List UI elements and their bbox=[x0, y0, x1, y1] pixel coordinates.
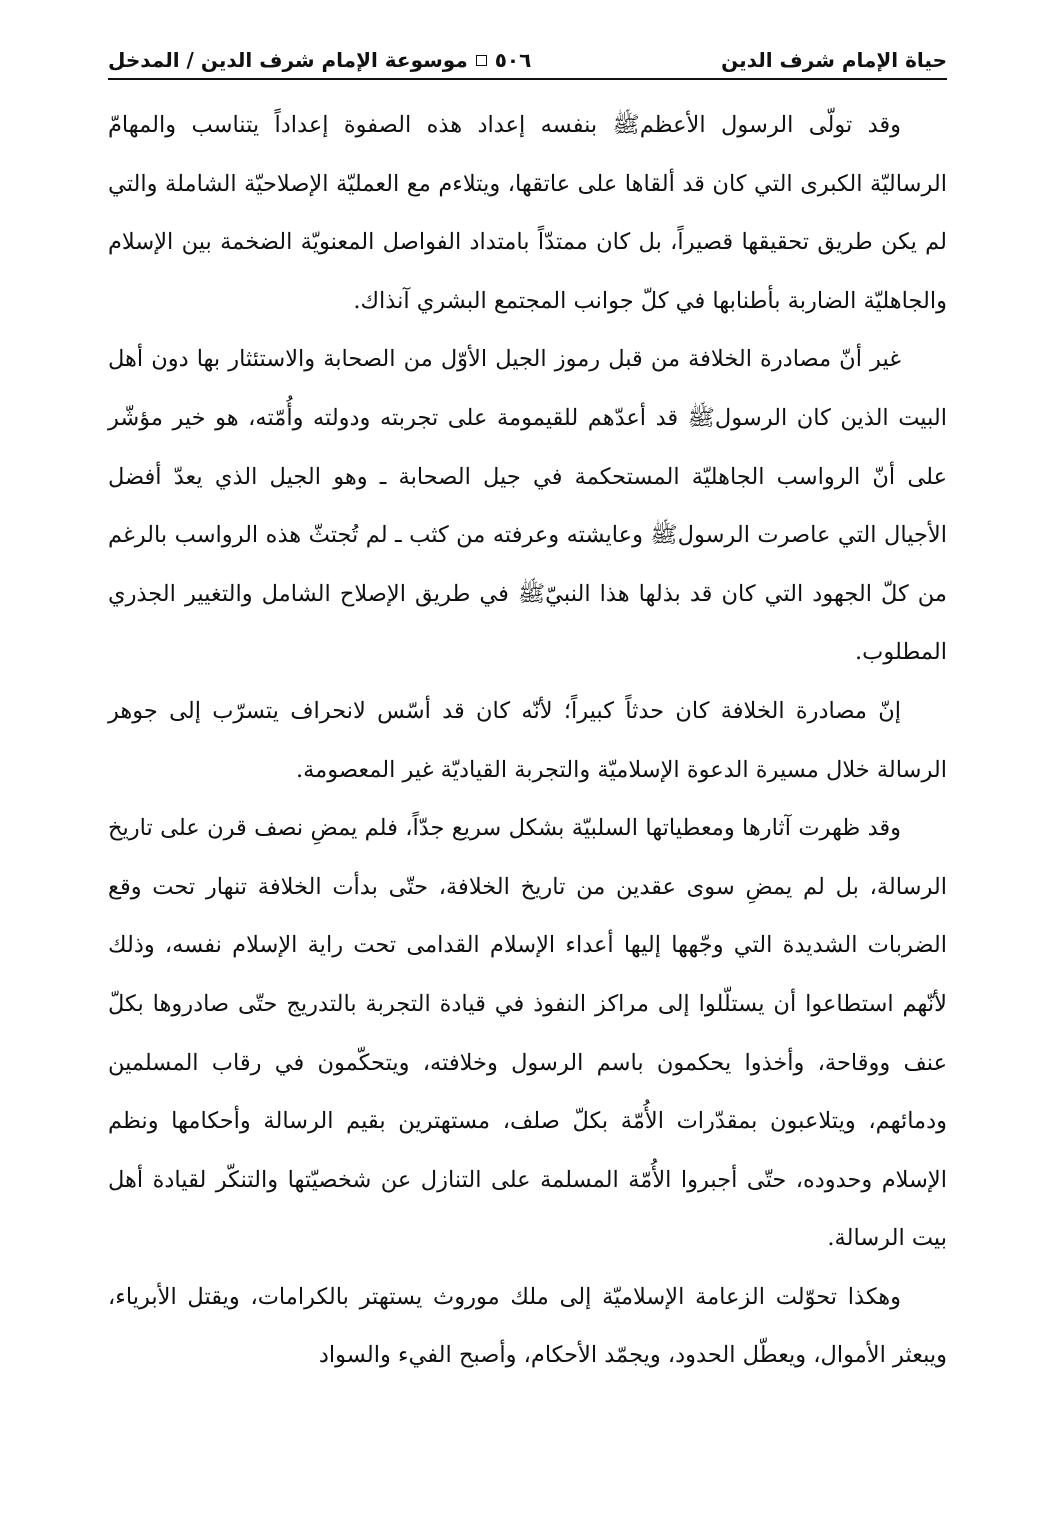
paragraph: غير أنّ مصادرة الخلافة من قبل رموز الجيل الأوّل من الصحابة والاستئثار بها دون أهل البيت الذين كان الرسولﷺ قد أعدّهم للقيمومة على تجربته ودولته وأُمّته، هو خير مؤشّر على أنّ الرواسب الجاهليّة المستحكمة في جيل الصحابة ـ وهو الجيل الذي يعدّ أفضل الأجيال التي عاصرت الرسولﷺ وعايشته وعرفته من كثب ـ لم تُجتثّ هذه الرواسب بالرغم من كلّ الجهود التي كان قد بذلها هذا النبيّﷺ في طريق الإصلاح الشامل والتغيير الجذري المطلوب. bbox=[108, 346, 947, 666]
square-separator-icon bbox=[476, 55, 487, 66]
header-page-info bbox=[108, 48, 531, 72]
paragraph: وقد تولّى الرسول الأعظمﷺ بنفسه إعداد هذه الصفوة إعداداً يتناسب والمهامّ الرساليّة الكبرى التي كان قد ألقاها على عاتقها، ويتلاءم مع العمليّة الإصلاحيّة الشاملة والتي لم يكن طريق تحقيقها قصيراً، بل كان ممتدّاً بامتداد الفواصل المعنويّة الضخمة بين الإسلام والجاهليّة الضاربة بأطنابها في كلّ جوانب المجتمع البشري آنذاك. bbox=[108, 112, 947, 314]
paragraph: وهكذا تحوّلت الزعامة الإسلاميّة إلى ملك موروث يستهتر بالكرامات، ويقتل الأبرياء، ويبعثر الأموال، ويعطّل الحدود، ويجمّد الأحكام، وأصبح الفيء والسواد bbox=[108, 1283, 947, 1369]
header-divider bbox=[108, 78, 947, 80]
section-title: حياة الإمام شرف الدين bbox=[721, 48, 947, 72]
paragraph: إنّ مصادرة الخلافة كان حدثاً كبيراً؛ لأنّه كان قد أسّس لانحراف يتسرّب إلى جوهر الرسالة خلال مسيرة الدعوة الإسلاميّة والتجربة القياديّة غير المعصومة. bbox=[108, 697, 947, 783]
book-title: موسوعة الإمام شرف الدين / المدخل bbox=[108, 48, 468, 72]
running-header bbox=[108, 40, 947, 72]
body-text bbox=[108, 96, 947, 1385]
page-number: ٥٠٦ bbox=[494, 48, 532, 72]
paragraph: وقد ظهرت آثارها ومعطياتها السلبيّة بشكل سريع جدّاً، فلم يمضِ نصف قرن على تاريخ الرسالة، بل لم يمضِ سوى عقدين من تاريخ الخلافة، حتّى بدأت الخلافة تنهار تحت وقع الضربات الشديدة التي وجّهها إليها أعداء الإسلام القدامى تحت راية الإسلام نفسه، وذلك لأنّهم استطاعوا أن يستلّلوا إلى مراكز النفوذ في قيادة التجربة بالتدريج حتّى صادروها بكلّ عنف ووقاحة، وأخذوا يحكمون باسم الرسول وخلافته، ويتحكّمون في رقاب المسلمين ودمائهم، ويتلاعبون بمقدّرات الأُمّة بكلّ صلف، مستهترين بقيم الرسالة وأحكامها ونظم الإسلام وحدوده، حتّى أجبروا الأُمّة المسلمة على التنازل عن شخصيّتها والتنكّر لقيادة أهل بيت الرسالة. bbox=[108, 815, 947, 1252]
